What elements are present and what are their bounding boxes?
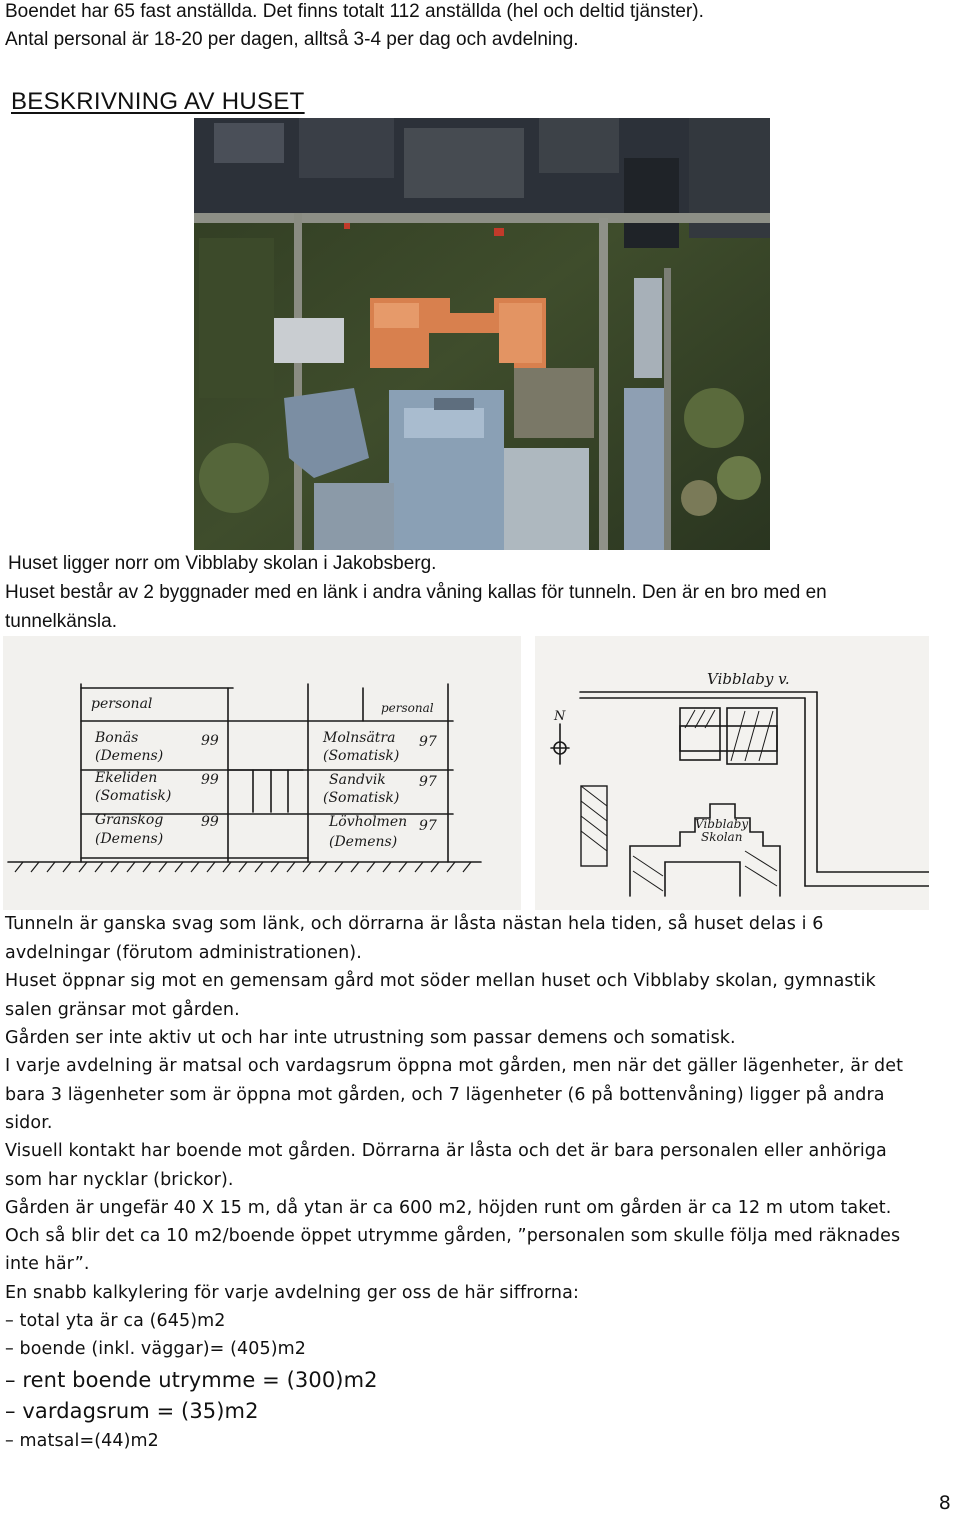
unit-ekeliden-count: 99 <box>201 772 219 788</box>
site-plan-sketch <box>535 636 929 910</box>
location-line-2: Huset består av 2 byggnader med en länk i andra våning kallas för tunneln. Den är en bro med en <box>5 582 827 603</box>
location-line-3: tunnelkänsla. <box>5 611 117 632</box>
north-label: N <box>554 709 566 724</box>
personal-right-label: personal <box>381 701 434 715</box>
body-line-14: En snabb kalkylering för varje avdelning ger oss de här siffrorna: <box>5 1283 579 1303</box>
aerial-photo <box>194 118 770 550</box>
unit-granskog-type: (Demens) <box>95 831 164 847</box>
unit-sandvik-name: Sandvik <box>329 772 386 788</box>
unit-molnsatra-name: Molnsätra <box>323 730 396 746</box>
unit-granskog-name: Granskog <box>95 812 164 828</box>
page-number: 8 <box>938 1492 951 1514</box>
body-line-5: Gården ser inte aktiv ut och har inte utrustning som passar demens och somatisk. <box>5 1028 736 1048</box>
body-line-11: Gården är ungefär 40 X 15 m, då ytan är ca 600 m2, höjden runt om gården är ca 12 m utom taket. <box>5 1198 892 1218</box>
intro-line-1: Boendet har 65 fast anställda. Det finns totalt 112 anställda (hel och deltid tjänster). <box>5 1 704 22</box>
calc-line-2: – boende (inkl. väggar)= (405)m2 <box>5 1339 307 1359</box>
unit-bonas-count: 99 <box>201 733 219 749</box>
section-heading: BESKRIVNING AV HUSET <box>11 88 305 115</box>
calc-line-5: – matsal=(44)m2 <box>5 1431 159 1451</box>
calc-line-4: – vardagsrum = (35)m2 <box>5 1399 259 1423</box>
body-line-3: Huset öppnar sig mot en gemensam gård mot söder mellan huset och Vibblaby skolan, gymnastik <box>5 971 876 991</box>
unit-ekeliden-name: Ekeliden <box>95 770 158 786</box>
unit-bonas-type: (Demens) <box>95 748 164 764</box>
unit-lovholmen-name: Lövholmen <box>329 814 408 830</box>
unit-ekeliden-type: (Somatisk) <box>95 788 172 804</box>
body-line-1: Tunneln är ganska svag som länk, och dörrarna är låsta nästan hela tiden, så huset delas i 6 <box>5 914 824 934</box>
calc-line-1: – total yta är ca (645)m2 <box>5 1311 226 1331</box>
unit-lovholmen-type: (Demens) <box>329 834 398 850</box>
school-label-line-1: Vibblaby <box>695 817 749 831</box>
body-line-4: salen gränsar mot gården. <box>5 1000 240 1020</box>
school-label-line-2: Skolan <box>701 830 743 844</box>
floor-plan-sketch <box>3 636 521 910</box>
unit-bonas-name: Bonäs <box>95 730 139 746</box>
calc-line-3: – rent boende utrymme = (300)m2 <box>5 1368 378 1392</box>
road-label: Vibblaby v. <box>707 670 790 688</box>
body-line-6: I varje avdelning är matsal och vardagsrum öppna mot gården, men när det gäller lägenheter, är det <box>5 1056 904 1076</box>
body-line-9: Visuell kontakt har boende mot gården. Dörrarna är låsta och det är bara personalen eller anhöriga <box>5 1141 887 1161</box>
intro-line-2: Antal personal är 18-20 per dagen, alltså 3-4 per dag och avdelning. <box>5 29 579 50</box>
unit-sandvik-type: (Somatisk) <box>323 790 400 806</box>
body-line-8: sidor. <box>5 1113 53 1133</box>
unit-granskog-count: 99 <box>201 814 219 830</box>
unit-sandvik-count: 97 <box>419 774 437 790</box>
personal-left-label: personal <box>91 696 153 712</box>
body-line-10: som har nycklar (brickor). <box>5 1170 234 1190</box>
body-line-13: inte här”. <box>5 1254 90 1274</box>
body-line-12: Och så blir det ca 10 m2/boende öppet utrymme gården, ”personalen som skulle följa med räknades <box>5 1226 901 1246</box>
unit-lovholmen-count: 97 <box>419 818 437 834</box>
body-line-7: bara 3 lägenheter som är öppna mot gården, och 7 lägenheter (6 på bottenvåning) ligger på andra <box>5 1085 885 1105</box>
location-line-1: Huset ligger norr om Vibblaby skolan i Jakobsberg. <box>8 553 437 574</box>
unit-molnsatra-count: 97 <box>419 734 437 750</box>
unit-molnsatra-type: (Somatisk) <box>323 748 400 764</box>
body-line-2: avdelningar (förutom administrationen). <box>5 943 362 963</box>
